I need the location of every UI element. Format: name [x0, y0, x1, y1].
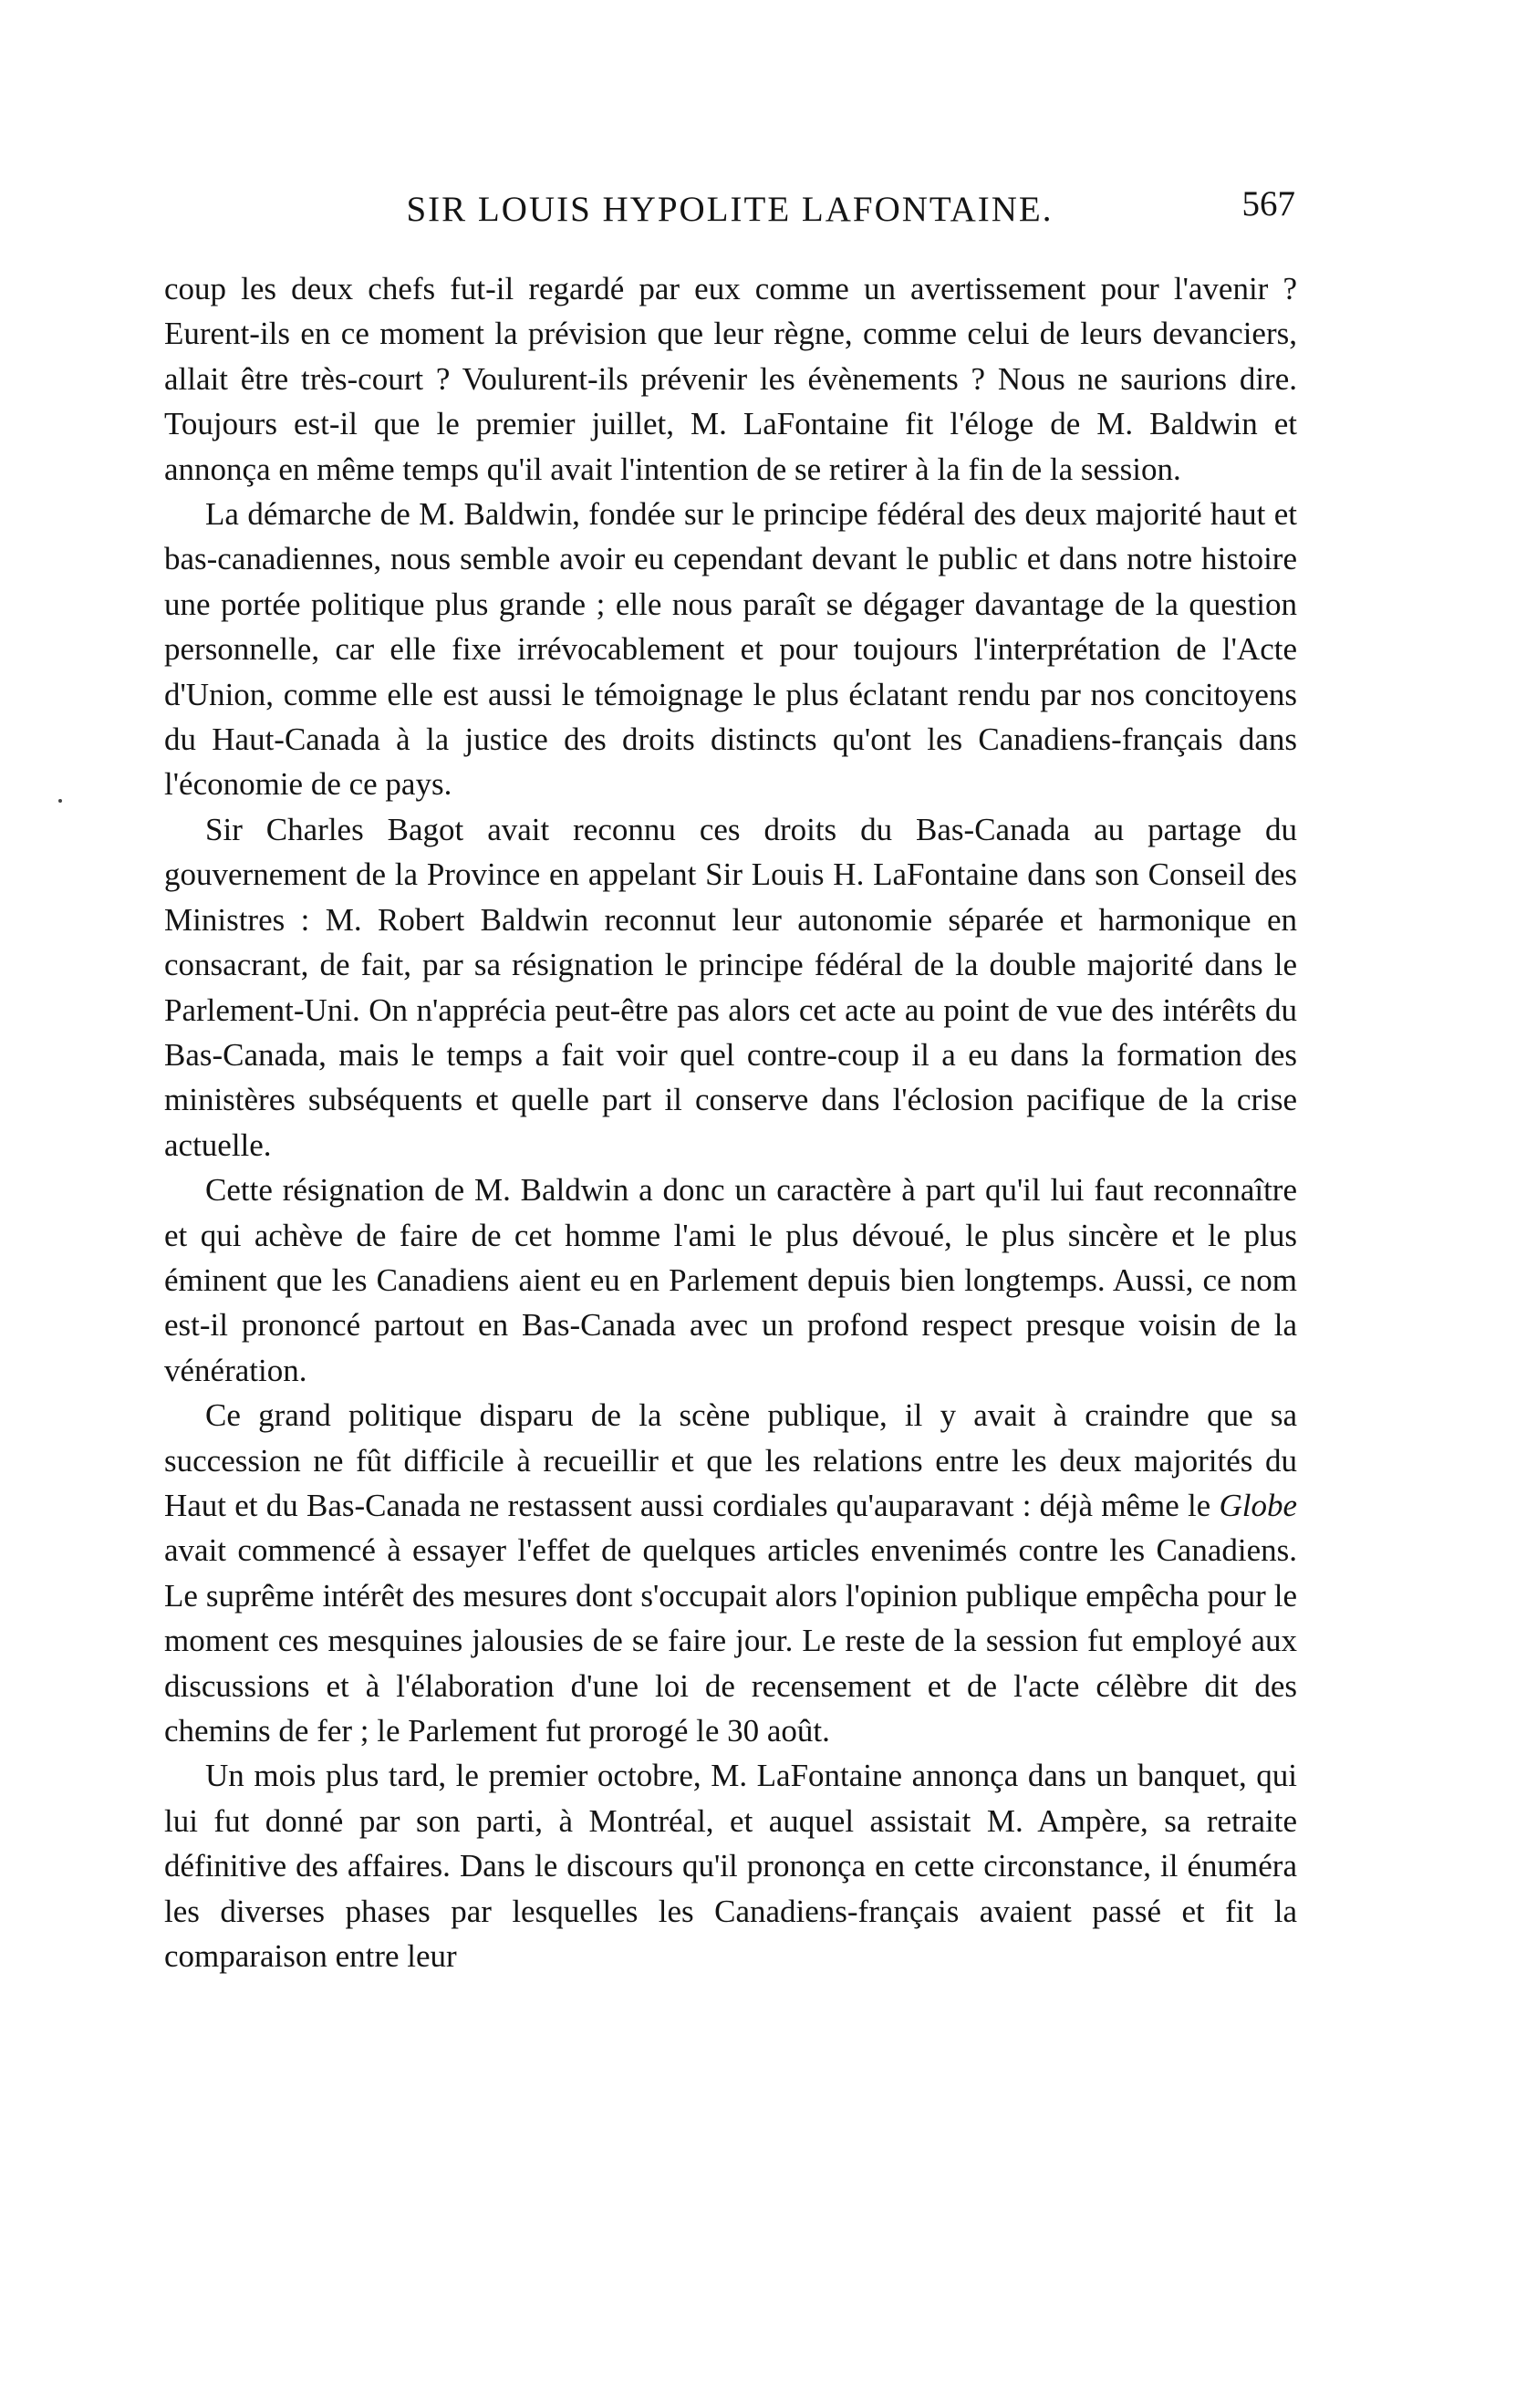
paragraph-6: Un mois plus tard, le premier octobre, M. LaFontaine annonça dans un banquet, qui lui fut donné par son parti, à Montréal, et auquel assistait M. Ampère, sa retraite définitive des affaires. Dans le discours qu'il prononça en cette circonstance, il énuméra les diverses phases par lesquelles les Canadiens-français avaient passé et fit la comparaison entre leur [164, 1758, 1297, 1975]
stray-ink-mark [58, 799, 62, 803]
paragraph-5 [164, 1393, 1297, 1753]
body-text [164, 266, 1297, 1978]
paragraph-3: Sir Charles Bagot avait reconnu ces droits du Bas-Canada au partage du gouvernement de la Province en appelant Sir Louis H. LaFontaine dans son Conseil des Ministres : M. Robert Baldwin reconnut leur autonomie séparée et harmonique en consacrant, de fait, par sa résignation le principe fédéral de la double majorité dans le Parlement-Uni. On n'apprécia peut-être pas alors cet acte au point de vue des intérêts du Bas-Canada, mais le temps a fait voir quel contre-coup il a eu dans la formation des ministères subséquents et quelle part il conserve dans l'éclosion pacifique de la crise actuelle. [164, 811, 1297, 1163]
running-title: SIR LOUIS HYPOLITE LAFONTAINE. [406, 190, 1054, 229]
paragraph-4: Cette résignation de M. Baldwin a donc un caractère à part qu'il lui faut reconnaître et qui achève de faire de cet homme l'ami le plus dévoué, le plus sincère et le plus éminent que les Canadiens aient eu en Parlement depuis bien longtemps. Aussi, ce nom est-il prononcé partout en Bas-Canada avec un profond respect presque voisin de la vénération. [164, 1172, 1297, 1388]
running-head [164, 182, 1295, 237]
globe-italic: Globe [1219, 1487, 1297, 1523]
paragraph-5-text-before: Ce grand politique disparu de la scène publique, il y avait à craindre que sa succession ne fût difficile à recueillir et que les relations entre les deux majorités du Haut et du Bas-Canada ne restassent aussi cordiales qu'auparavant : déjà même le [164, 1397, 1297, 1523]
paragraph-5-text-after: avait commencé à essayer l'effet de quelques articles envenimés contre les Canadiens. Le suprême intérêt des mesures dont s'occupait alors l'opinion publique empêcha pour le moment ces mesquines jalousies de se faire jour. Le reste de la session fut employé aux discussions et à l'élaboration d'une loi de recensement et de l'acte célèbre dit des chemins de fer ; le Parlement fut prorogé le 30 août. [164, 1532, 1297, 1749]
paragraph-2: La démarche de M. Baldwin, fondée sur le principe fédéral des deux majorité haut et bas-canadiennes, nous semble avoir eu cependant devant le public et dans notre histoire une portée politique plus grande ; elle nous paraît se dégager davantage de la question personnelle, car elle fixe irrévocablement et pour toujours l'interprétation de l'Acte d'Union, comme elle est aussi le témoignage le plus éclatant rendu par nos concitoyens du Haut-Canada à la justice des droits distincts qu'ont les Canadiens-français dans l'économie de ce pays. [164, 496, 1297, 803]
page-number: 567 [1241, 184, 1295, 223]
paragraph-1: coup les deux chefs fut-il regardé par eux comme un avertissement pour l'avenir ? Eurent-ils en ce moment la prévision que leur règne, comme celui de leurs devanciers, allait être très-court ? Voulurent-ils prévenir les évènements ? Nous ne saurions dire. Toujours est-il que le premier juillet, M. LaFontaine fit l'éloge de M. Baldwin et annonça en même temps qu'il avait l'intention de se retirer à la fin de la session. [164, 271, 1297, 487]
